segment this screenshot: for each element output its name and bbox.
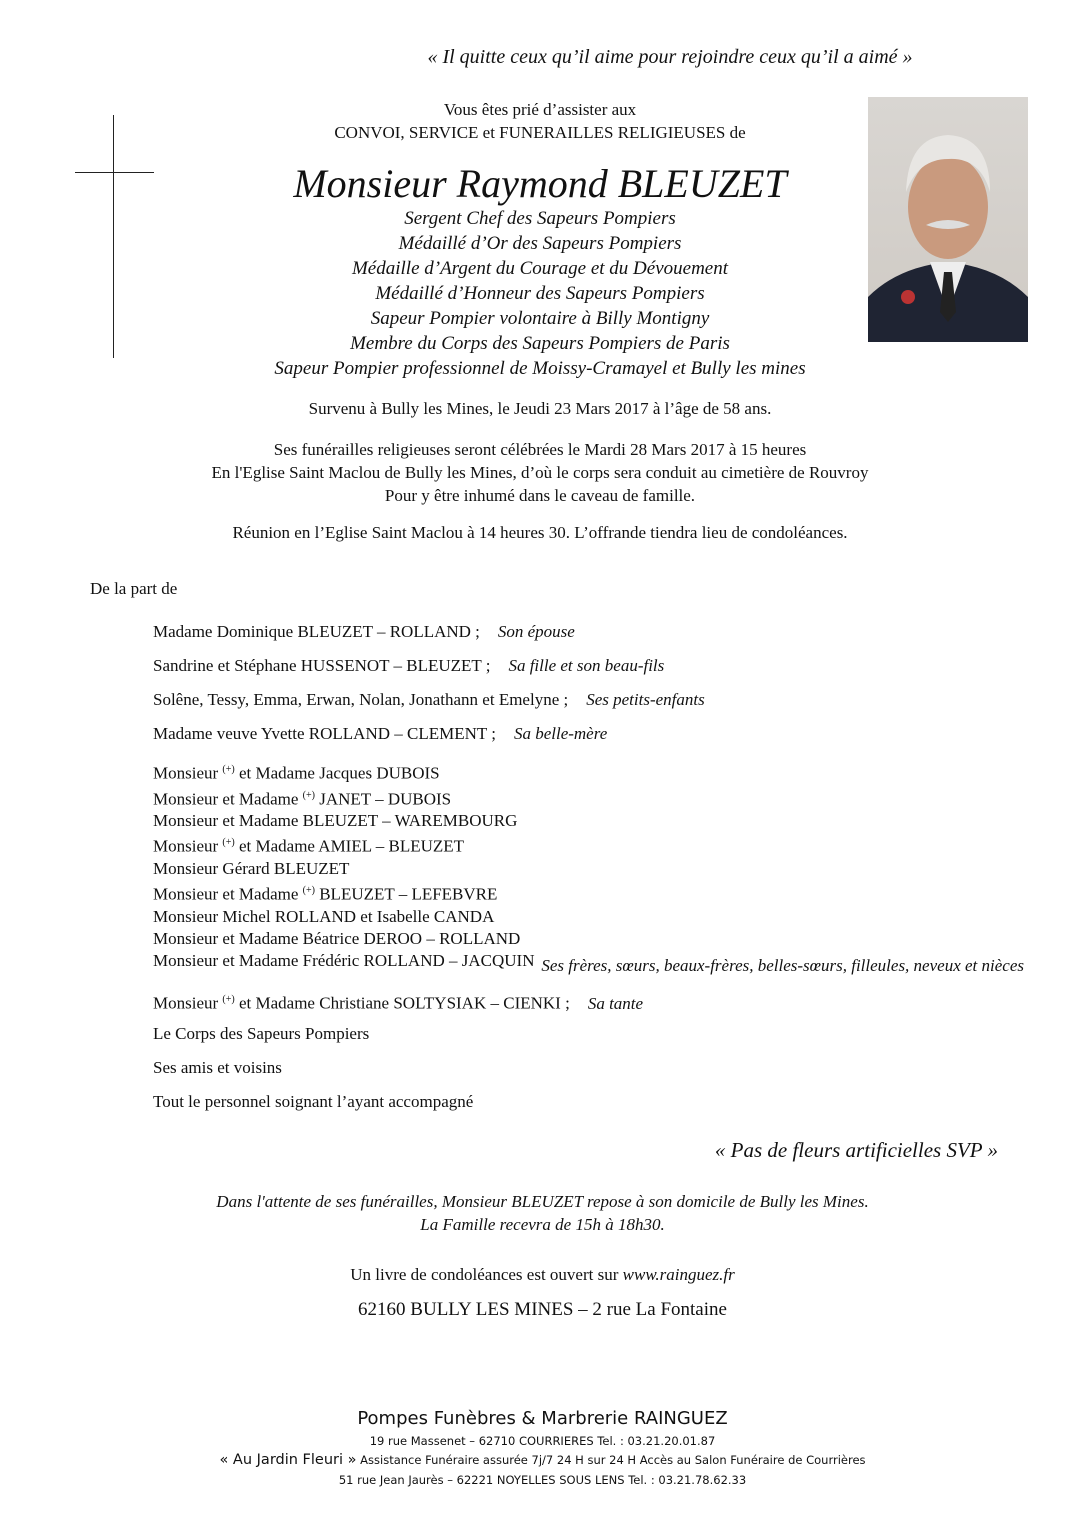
top-quote: « Il quitte ceux qu’il aime pour rejoindre ceux qu’il a aimé »	[427, 46, 913, 68]
rest-notice: Dans l'attente de ses funérailles, Monsieur BLEUZET repose à son domicile de Bully les Mines. La Famille recevra de 15h à 18h30.	[216, 1192, 869, 1234]
siblings-list	[153, 759, 1053, 972]
footer-brand: « Au Jardin Fleuri »	[219, 1452, 357, 1468]
honours-list: Sergent Chef des Sapeurs Pompiers Médaillé d’Or des Sapeurs Pompiers Médaille d’Argent du Courage et du Dévouement Médaillé d’Honneur des Sapeurs Pompiers Sapeur Pompier volontaire à Billy Montigny Membre du Corps des Sapeurs Pompiers de Paris Sapeur Pompier professionnel de Moissy-Cramayel et Bully les mines	[274, 208, 806, 379]
family-item: Monsieur Gérard BLEUZET	[153, 858, 350, 878]
family-item: Monsieur Michel ROLLAND et Isabelle CANDA	[153, 906, 495, 926]
address: 62160 BULLY LES MINES – 2 rue La Fontaine	[358, 1299, 727, 1320]
footer-services: « Au Jardin Fleuri » Assistance Funéraire assurée 7j/7 24 H sur 24 H Accès au Salon Funéraire de Courrières	[219, 1452, 866, 1468]
invitation: Vous êtes prié d’assister aux CONVOI, SERVICE et FUNERAILLES RELIGIEUSES de	[334, 100, 746, 142]
family-item: Solêne, Tessy, Emma, Erwan, Nolan, Jonathann et Emelyne ; Ses petits-enfants	[153, 690, 705, 709]
from-label: De la part de	[90, 579, 178, 598]
family-item: Monsieur et Madame BLEUZET – WAREMBOURG	[153, 811, 518, 831]
family-list-2	[153, 983, 1053, 1119]
family-item: Monsieur et Madame (+) JANET – DUBOIS	[153, 789, 452, 809]
family-item: Le Corps des Sapeurs Pompiers	[153, 1024, 370, 1043]
family-list	[153, 615, 1053, 751]
family-item: Tout le personnel soignant l’ayant accompagné	[153, 1092, 474, 1111]
family-item: Monsieur et Madame Frédéric ROLLAND – JACQUIN	[153, 950, 535, 970]
footer-address-1: 19 rue Massenet – 62710 COURRIERES Tel. : 03.21.20.01.87	[369, 1434, 716, 1448]
no-flowers-note: « Pas de fleurs artificielles SVP »	[714, 1138, 998, 1162]
condolences-link[interactable]: www.rainguez.fr	[622, 1265, 735, 1284]
deceased-name: Monsieur Raymond BLEUZET	[293, 161, 787, 206]
death-notice: Survenu à Bully les Mines, le Jeudi 23 Mars 2017 à l’âge de 58 ans.	[308, 399, 772, 418]
family-item: Madame Dominique BLEUZET – ROLLAND ; Son épouse	[153, 622, 575, 641]
funeral-details: Ses funérailles religieuses seront célébrées le Mardi 28 Mars 2017 à 15 heures En l'Eglise Saint Maclou de Bully les Mines, d’où le corps sera conduit au cimetière de Rouvroy Pour y être inhumé dans le caveau de famille.	[211, 440, 869, 505]
family-item: Monsieur (+) et Madame AMIEL – BLEUZET	[153, 836, 465, 856]
reunion-notice: Réunion en l’Eglise Saint Maclou à 14 heures 30. L’offrande tiendra lieu de condoléances.	[232, 523, 848, 542]
footer-company: Pompes Funèbres & Marbrerie RAINGUEZ	[357, 1408, 728, 1429]
family-item: Madame veuve Yvette ROLLAND – CLEMENT ; Sa belle-mère	[153, 724, 608, 743]
family-item: Monsieur et Madame (+) BLEUZET – LEFEBVRE	[153, 884, 498, 904]
family-item: Sandrine et Stéphane HUSSENOT – BLEUZET ; Sa fille et son beau-fils	[153, 656, 665, 675]
siblings-relation: Ses frères, sœurs, beaux-frères, belles-sœurs, filleules, neveux et nièces	[541, 956, 1024, 975]
footer-address-2: 51 rue Jean Jaurès – 62221 NOYELLES SOUS LENS Tel. : 03.21.78.62.33	[338, 1473, 747, 1487]
family-item: Monsieur (+) et Madame Christiane SOLTYSIAK – CIENKI ; Sa tante	[153, 993, 644, 1013]
condolences-notice: Un livre de condoléances est ouvert sur www.rainguez.fr	[350, 1265, 735, 1284]
family-item: Monsieur (+) et Madame Jacques DUBOIS	[153, 763, 440, 783]
family-item: Ses amis et voisins	[153, 1058, 282, 1077]
family-item: Monsieur et Madame Béatrice DEROO – ROLLAND	[153, 928, 521, 948]
